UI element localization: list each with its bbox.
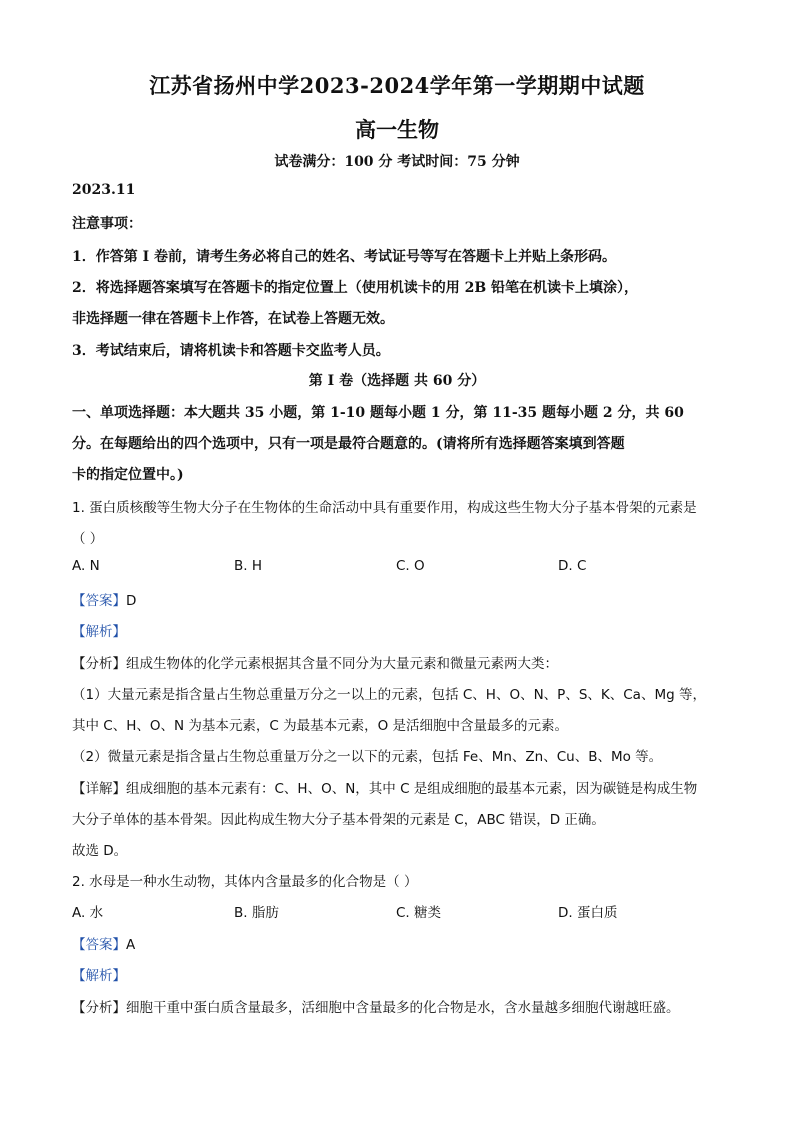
- q1-point-1-line-1: （1）大量元素是指含量占生物总重量万分之一以上的元素，包括 C、H、O、N、P、S、K、Ca、Mg 等，: [72, 687, 706, 703]
- q2-analysis-tag: [72, 964, 126, 984]
- section-intro-line-2: 分。在每题给出的四个选项中，只有一项是最符合题意的。(请将所有选择题答案填到答题: [72, 436, 625, 452]
- q1-point-2: （2）微量元素是指含量占生物总重量万分之一以下的元素，包括 Fe、Mn、Zn、Cu、B、Mo 等。: [72, 749, 663, 765]
- q1-analysis-tag: [72, 620, 126, 640]
- q1-option-c: C. O: [396, 558, 425, 574]
- q1-stem-line-2: （ ）: [72, 531, 104, 547]
- q1-fenxi: [72, 652, 558, 672]
- exam-meta: 试卷满分：100 分 考试时间：75 分钟: [274, 154, 520, 170]
- notice-item-3: 3．考试结束后，请将机读卡和答题卡交监考人员。: [72, 343, 390, 359]
- detail-text: 组成细胞的基本元素有：C、H、O、N，其中 C 是组成细胞的最基本元素，因为碳链是构成生物: [126, 781, 698, 797]
- answer-value: A: [126, 937, 136, 953]
- q1-conclusion: 故选 D。: [72, 843, 128, 859]
- notice-heading: 注意事项：: [72, 216, 142, 232]
- q1-stem-line-1: 1. 蛋白质核酸等生物大分子在生物体的生命活动中具有重要作用，构成这些生物大分子基本骨架的元素是: [72, 500, 697, 516]
- analysis-tag: 【解析】: [72, 968, 126, 984]
- q2-option-d: D. 蛋白质: [558, 905, 618, 921]
- detail-tag: 【详解】: [72, 781, 126, 797]
- exam-title: 江苏省扬州中学2023-2024学年第一学期期中试题: [149, 73, 645, 98]
- fenxi-tag: 【分析】: [72, 656, 126, 672]
- q2-option-a: A. 水: [72, 905, 104, 921]
- notice-item-2-line-2: 非选择题一律在答题卡上作答，在试卷上答题无效。: [72, 311, 394, 327]
- q1-answer: [72, 589, 136, 609]
- answer-tag: 【答案】: [72, 593, 126, 609]
- section-title: 第 I 卷（选择题 共 60 分）: [308, 373, 486, 389]
- fenxi-text: 细胞干重中蛋白质含量最多，活细胞中含量最多的化合物是水，含水量越多细胞代谢越旺盛。: [126, 1000, 680, 1016]
- section-intro-line-1: 一、单项选择题：本大题共 35 小题，第 1-10 题每小题 1 分，第 11-35 题每小题 2 分，共 60: [72, 405, 684, 421]
- subject-title: 高一生物: [355, 117, 439, 142]
- q1-detail-line-1: [72, 777, 697, 797]
- analysis-tag: 【解析】: [72, 624, 126, 640]
- exam-date: 2023.11: [72, 182, 136, 198]
- q1-option-d: D. C: [558, 558, 587, 574]
- section-intro-line-3: 卡的指定位置中。): [72, 467, 184, 483]
- q2-stem: 2. 水母是一种水生动物，其体内含量最多的化合物是（ ）: [72, 874, 418, 890]
- notice-item-2-line-1: 2．将选择题答案填写在答题卡的指定位置上（使用机读卡的用 2B 铅笔在机读卡上填涂），: [72, 280, 639, 296]
- q2-option-c: C. 糖类: [396, 905, 442, 921]
- q1-detail-line-2: 大分子单体的基本骨架。因此构成生物大分子基本骨架的元素是 C，ABC 错误，D 正确。: [72, 812, 605, 828]
- answer-value: D: [126, 593, 137, 609]
- q1-option-a: A. N: [72, 558, 100, 574]
- q2-option-b: B. 脂肪: [234, 905, 279, 921]
- q2-fenxi: [72, 996, 680, 1016]
- answer-tag: 【答案】: [72, 937, 126, 953]
- notice-item-1: 1．作答第 I 卷前，请考生务必将自己的姓名、考试证号等写在答题卡上并贴上条形码。: [72, 249, 617, 265]
- fenxi-text: 组成生物体的化学元素根据其含量不同分为大量元素和微量元素两大类：: [126, 656, 558, 672]
- q1-option-b: B. H: [234, 558, 262, 574]
- fenxi-tag: 【分析】: [72, 1000, 126, 1016]
- q1-point-1-line-2: 其中 C、H、O、N 为基本元素，C 为最基本元素，O 是活细胞中含量最多的元素。: [72, 718, 569, 734]
- q2-answer: [72, 933, 135, 953]
